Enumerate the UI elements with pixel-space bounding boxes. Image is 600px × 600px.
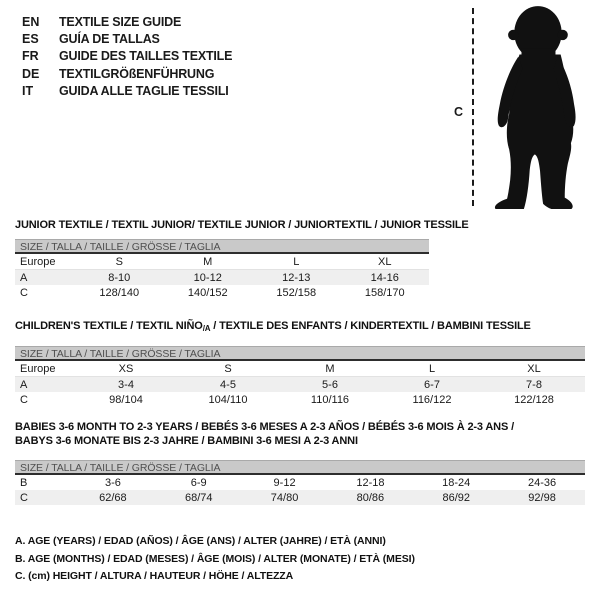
language-code: EN [22,14,40,29]
language-code: ES [22,32,39,47]
children-row-a [15,377,585,393]
junior-table [15,239,429,300]
table-cell: 5-6 [322,378,338,391]
language-label: GUÍA DE TALLAS [59,32,160,47]
babies-title-line1: BABIES 3-6 MONTH TO 2-3 YEARS / BEBÉS 3-6 MESES A 2-3 AÑOS / BÉBÉS 3-6 MOIS À 2-3 ANS / [15,421,514,433]
children-title-sub: /A [202,324,211,333]
column-header: S [75,254,164,270]
column-header: Europe [15,361,75,377]
table-cell: 104/110 [208,393,248,406]
children-row-c [15,392,585,407]
language-row [22,30,232,47]
junior-header-row [15,254,429,270]
table-cell: 92/98 [528,491,556,504]
footnote-c: C. (cm) HEIGHT / ALTURA / HAUTEUR / HÖHE / ALTEZZA [15,570,294,582]
language-label: TEXTILE SIZE GUIDE [59,14,182,29]
table-cell: 152/158 [276,286,317,299]
table-cell: 140/152 [187,286,228,299]
language-row [22,65,232,82]
table-cell: 6-7 [424,378,440,391]
table-cell: 24-36 [528,476,557,489]
baby-silhouette-image [481,3,597,209]
column-header: XL [483,361,585,377]
table-cell: 128/140 [99,286,140,299]
junior-section-title: JUNIOR TEXTILE / TEXTIL JUNIOR/ TEXTILE JUNIOR / JUNIORTEXTIL / JUNIOR TESSILE [15,219,469,231]
table-cell: 8-10 [108,271,131,284]
footnotes [15,533,415,586]
height-measure-label: C [454,105,464,119]
table-cell: 9-12 [273,476,296,489]
children-table [15,346,585,407]
table-cell: 12-18 [356,476,385,489]
table-cell: 122/128 [514,393,554,406]
children-section-title [15,320,531,333]
children-size-bar: SIZE / TALLA / TAILLE / GRÖSSE / TAGLIA [15,346,585,361]
language-code: IT [22,84,34,99]
babies-row-b [15,475,585,490]
language-code: DE [22,66,40,81]
row-label: C [20,286,28,299]
row-label: C [20,393,28,406]
table-cell: 86/92 [442,491,470,504]
language-code: FR [22,49,39,64]
table-cell: 18-24 [442,476,471,489]
table-cell: 68/74 [184,491,213,504]
language-label: GUIDE DES TAILLES TEXTILE [59,49,233,64]
language-list [22,13,232,100]
junior-row-c [15,285,429,300]
height-measure-line [472,8,474,206]
children-title-text: / TEXTILE DES ENFANTS / KINDERTEXTIL / BAMBINI TESSILE [210,320,531,332]
language-label: GUIDA ALLE TAGLIE TESSILI [59,84,229,99]
junior-size-bar: SIZE / TALLA / TAILLE / GRÖSSE / TAGLIA [15,239,429,254]
babies-title-line2: BABYS 3-6 MONATE BIS 2-3 JAHRE / BAMBINI 3-6 MESI A 2-3 ANNI [15,434,358,447]
language-row [22,83,232,100]
table-cell: 3-4 [118,378,134,391]
table-cell: 74/80 [270,491,299,504]
babies-size-bar: SIZE / TALLA / TAILLE / GRÖSSE / TAGLIA [15,460,585,475]
row-label: A [20,271,28,284]
table-cell: 3-6 [104,476,121,489]
table-cell: 110/116 [310,393,350,406]
table-cell: 10-12 [193,271,222,284]
babies-section-title [15,421,514,448]
table-cell: 98/104 [109,393,143,406]
language-label: TEXTILGRÖßENFÜHRUNG [59,66,215,81]
table-cell: 12-13 [282,271,311,284]
column-header: L [381,361,483,377]
column-header: M [164,254,253,270]
row-label: A [20,378,28,391]
table-cell: 6-9 [190,476,207,489]
table-cell: 116/122 [412,393,452,406]
row-label: C [20,491,28,504]
column-header: XL [341,254,430,270]
language-row [22,13,232,30]
junior-row-a [15,270,429,286]
table-cell: 62/68 [99,491,127,504]
children-header-row [15,361,585,377]
table-cell: 158/170 [364,286,405,299]
babies-row-c [15,490,585,505]
table-cell: 80/86 [356,491,385,504]
table-cell: 14-16 [370,271,399,284]
column-header: M [279,361,381,377]
babies-table [15,460,585,505]
column-header: Europe [15,254,75,270]
language-row [22,48,232,65]
table-cell: 4-5 [220,378,236,391]
column-header: S [177,361,279,377]
column-header: L [252,254,341,270]
table-cell: 7-8 [526,378,542,391]
row-label: B [20,476,28,489]
column-header: XS [75,361,177,377]
footnote-b: B. AGE (MONTHS) / EDAD (MESES) / ÂGE (MOIS) / ALTER (MONATE) / ETÀ (MESI) [15,552,415,565]
footnote-a: A. AGE (YEARS) / EDAD (AÑOS) / ÂGE (ANS) / ALTER (JAHRE) / ETÀ (ANNI) [15,535,386,547]
children-title-text: CHILDREN'S TEXTILE / TEXTIL NIÑO [15,320,203,332]
